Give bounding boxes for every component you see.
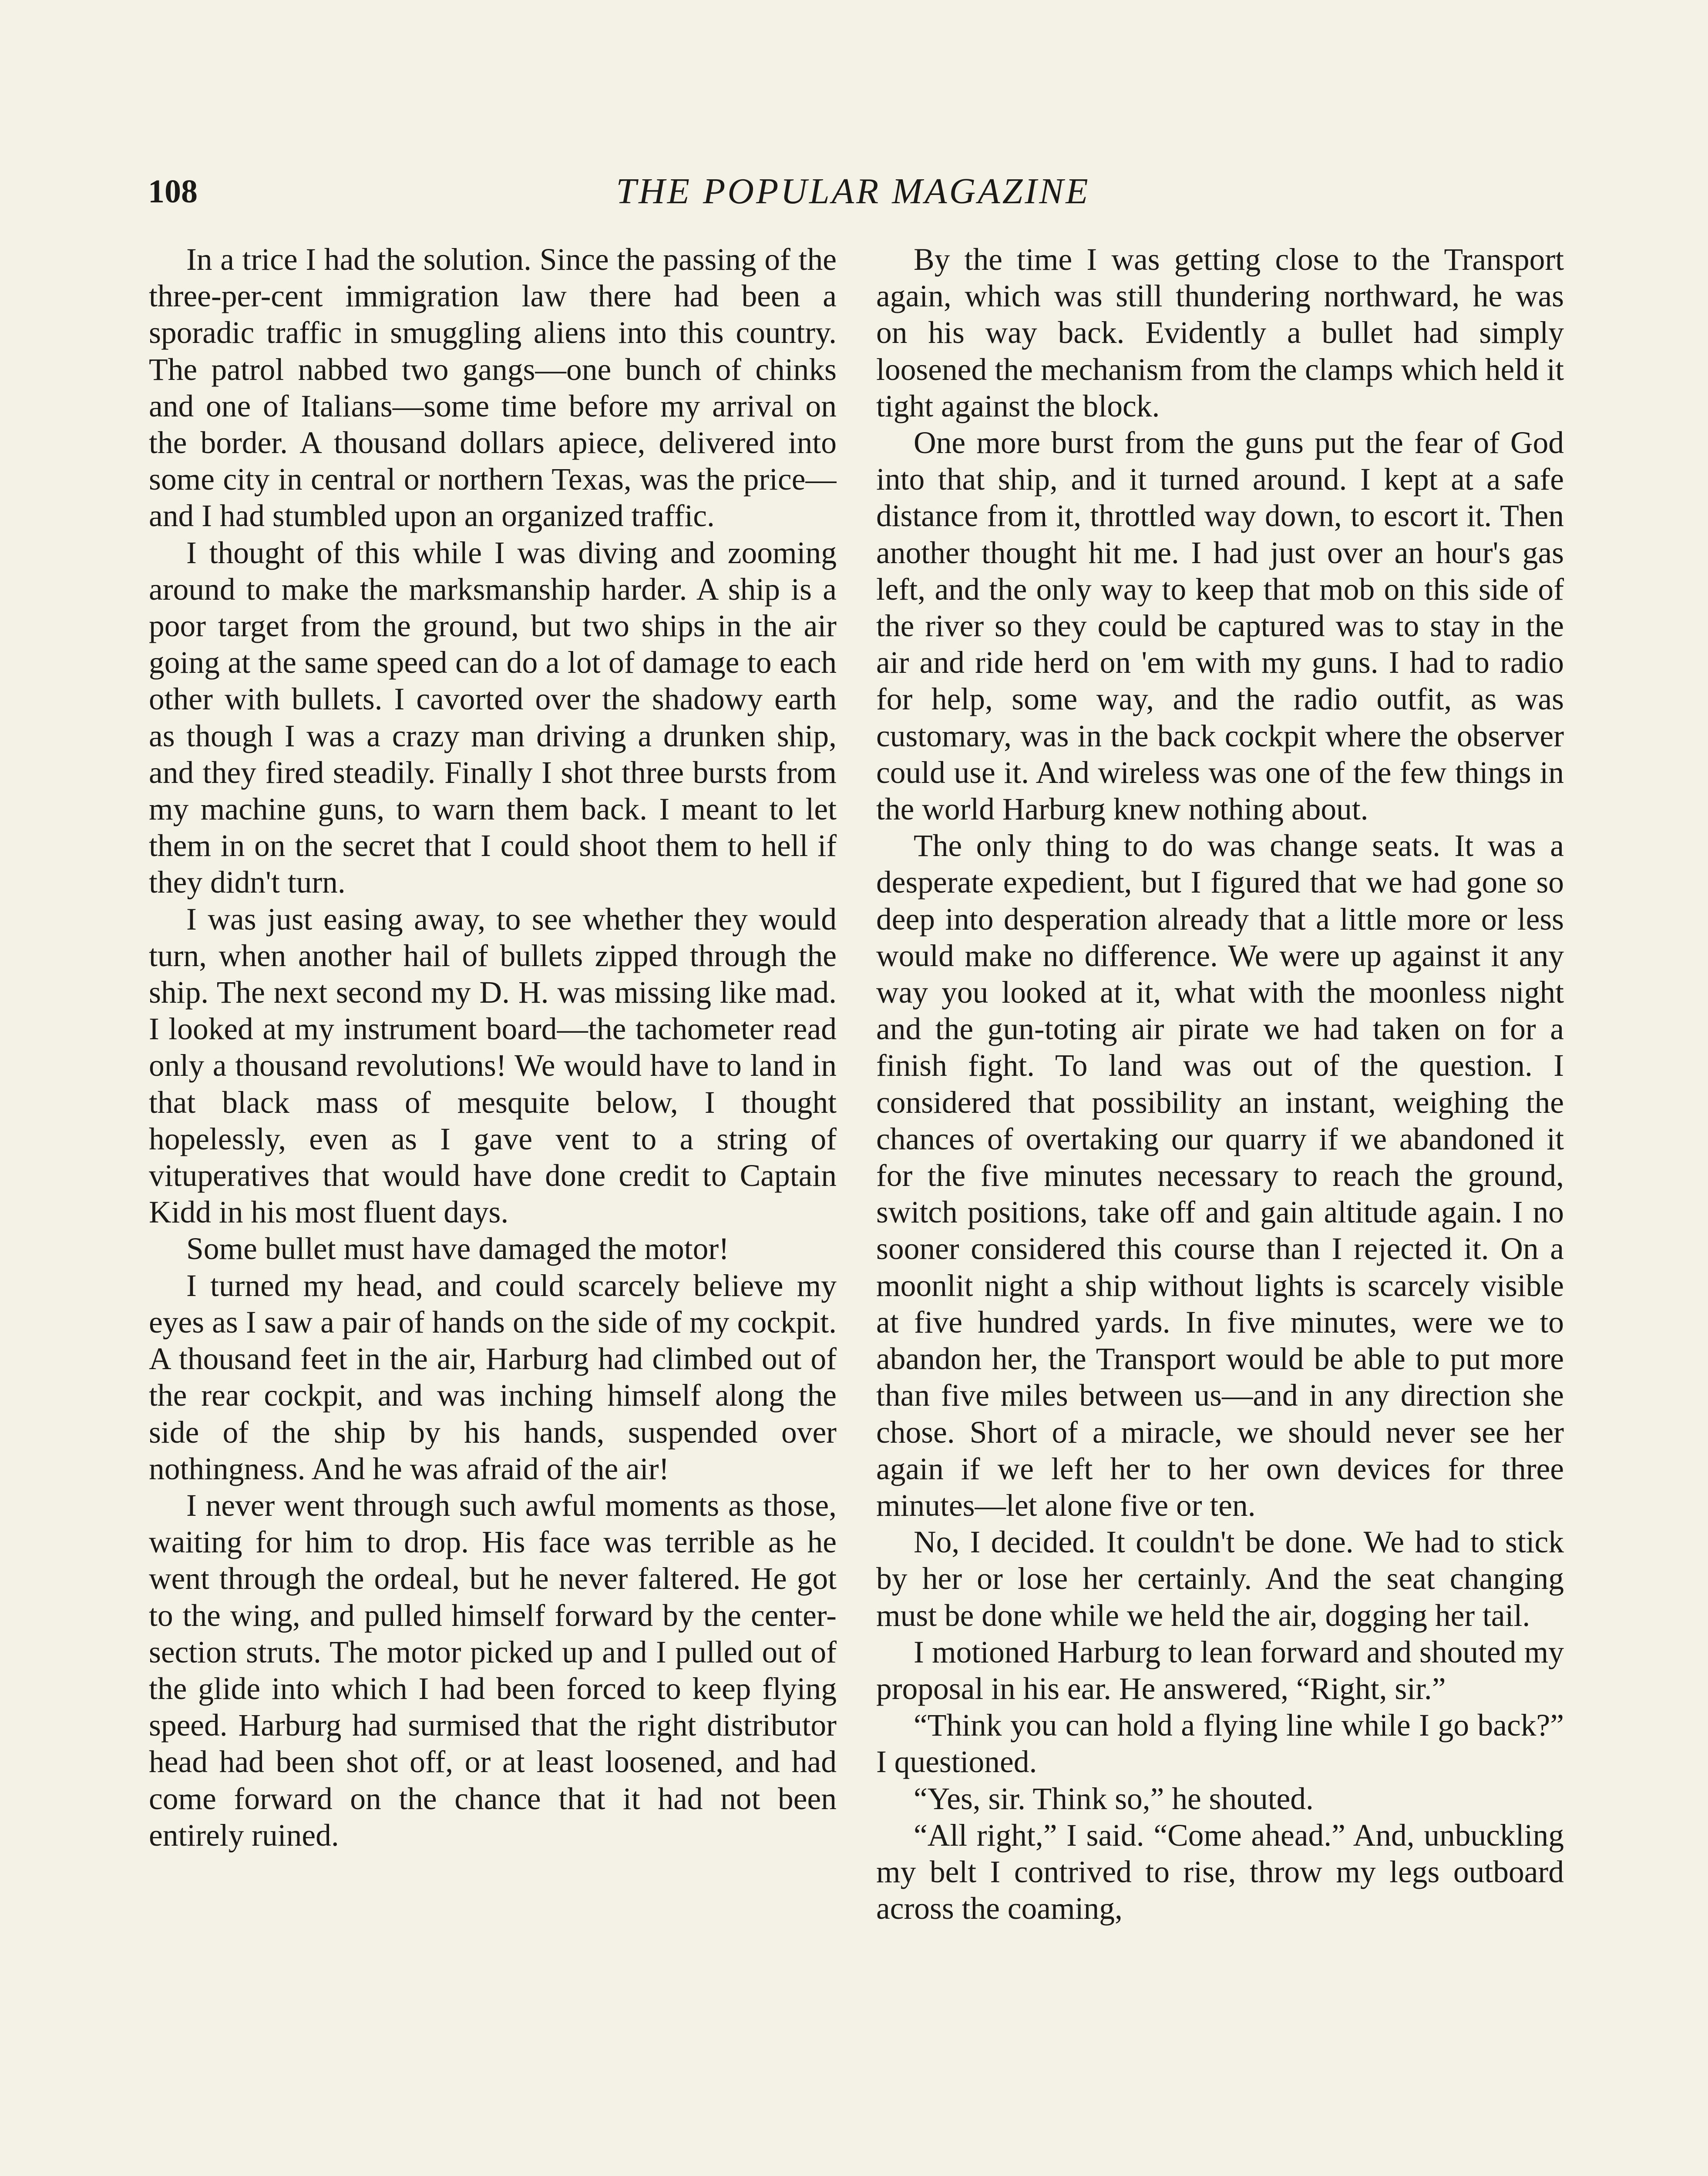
page-number: 108 — [148, 173, 198, 210]
paragraph: Some bullet must have damaged the motor! — [186, 1232, 729, 1266]
paragraph: In a trice I had the solution. Since the passing of the three-per-cent immigration law there had been a sporadic traffic in smuggling aliens into this country. The patrol nabbed two gangs—one bunch of chinks and one of Italians—some time before my arrival on the border. A thousand dollars apiece, delivered into some city in central or northern Texas, was the price—and I had stumbled upon an organized traffic. — [149, 242, 837, 534]
left-column — [149, 242, 837, 1854]
paragraph: I turned my head, and could scarcely believe my eyes as I saw a pair of hands on the side of my cockpit. A thousand feet in the air, Harburg had climbed out of the rear cockpit, and was inching himself along the side of the ship by his hands, suspended over nothingness. And he was afraid of the air! — [149, 1268, 837, 1486]
running-title: THE POPULAR MAGAZINE — [616, 171, 1090, 212]
paragraph: I never went through such awful moments as those, waiting for him to drop. His face was terrible as he went through the ordeal, but he never faltered. He got to the wing, and pulled himself forward by the center-section struts. The motor picked up and I pulled out of the glide into which I had been forced to keep flying speed. Harburg had surmised that the right distributor head had been shot off, or at least loosened, and had come forward on the chance that it had not been entirely ruined. — [149, 1488, 837, 1853]
paragraph: The only thing to do was change seats. It was a desperate expedient, but I figured that we had gone so deep into desperation already that a little more or less would make no difference. We were up against it any way you looked at it, what with the moonless night and the gun-toting air pirate we had taken on for a finish fight. To land was out of the question. I considered that possibility an instant, weighing the chances of overtaking our quarry if we abandoned it for the five minutes necessary to reach the ground, switch positions, take off and gain altitude again. I no sooner considered this course than I rejected it. On a moonlit night a ship without lights is scarcely visible at five hundred yards. In five minutes, were we to abandon her, the Transport would be able to put more than five miles between us—and in any direction she chose. Short of a miracle, we should never see her again if we left her to her own devices for three minutes—let alone five or ten. — [876, 829, 1564, 1523]
page-header — [148, 165, 1558, 218]
paragraph: I was just easing away, to see whether they would turn, when another hail of bullets zipped through the ship. The next second my D. H. was missing like mad. I looked at my instrument board—the tachometer read only a thousand revolutions! We would have to land in that black mass of mesquite below, I thought hopelessly, even as I gave vent to a string of vituperatives that would have done credit to Captain Kidd in his most fluent days. — [149, 902, 837, 1230]
paragraph: I motioned Harburg to lean forward and shouted my proposal in his ear. He answered, “Right, sir.” — [876, 1635, 1564, 1706]
paragraph: “All right,” I said. “Come ahead.” And, unbuckling my belt I contrived to rise, throw my legs outboard across the coaming, — [876, 1818, 1564, 1926]
right-column — [876, 242, 1564, 1927]
paragraph: I thought of this while I was diving and zooming around to make the marksmanship harder. A ship is a poor target from the ground, but two ships in the air going at the same speed can do a lot of damage to each other with bullets. I cavorted over the shadowy earth as though I was a crazy man driving a drunken ship, and they fired steadily. Finally I shot three bursts from my machine guns, to warn them back. I meant to let them in on the secret that I could shoot them to hell if they didn't turn. — [149, 535, 837, 900]
paragraph: No, I decided. It couldn't be done. We had to stick by her or lose her certainly. And the seat changing must be done while we held the air, dogging her tail. — [876, 1525, 1564, 1633]
paragraph: By the time I was getting close to the Transport again, which was still thundering northward, he was on his way back. Evidently a bullet had simply loosened the mechanism from the clamps which held it tight against the block. — [876, 242, 1564, 423]
paragraph: One more burst from the guns put the fear of God into that ship, and it turned around. I kept at a safe distance from it, throttled way down, to escort it. Then another thought hit me. I had just over an hour's gas left, and the only way to keep that mob on this side of the river so they could be captured was to stay in the air and ride herd on 'em with my guns. I had to radio for help, some way, and the radio outfit, as was customary, was in the back cockpit where the observer could use it. And wireless was one of the few things in the world Harburg knew nothing about. — [876, 426, 1564, 827]
paragraph: “Yes, sir. Think so,” he shouted. — [914, 1781, 1314, 1816]
paragraph: “Think you can hold a flying line while I go back?” I questioned. — [876, 1708, 1564, 1780]
